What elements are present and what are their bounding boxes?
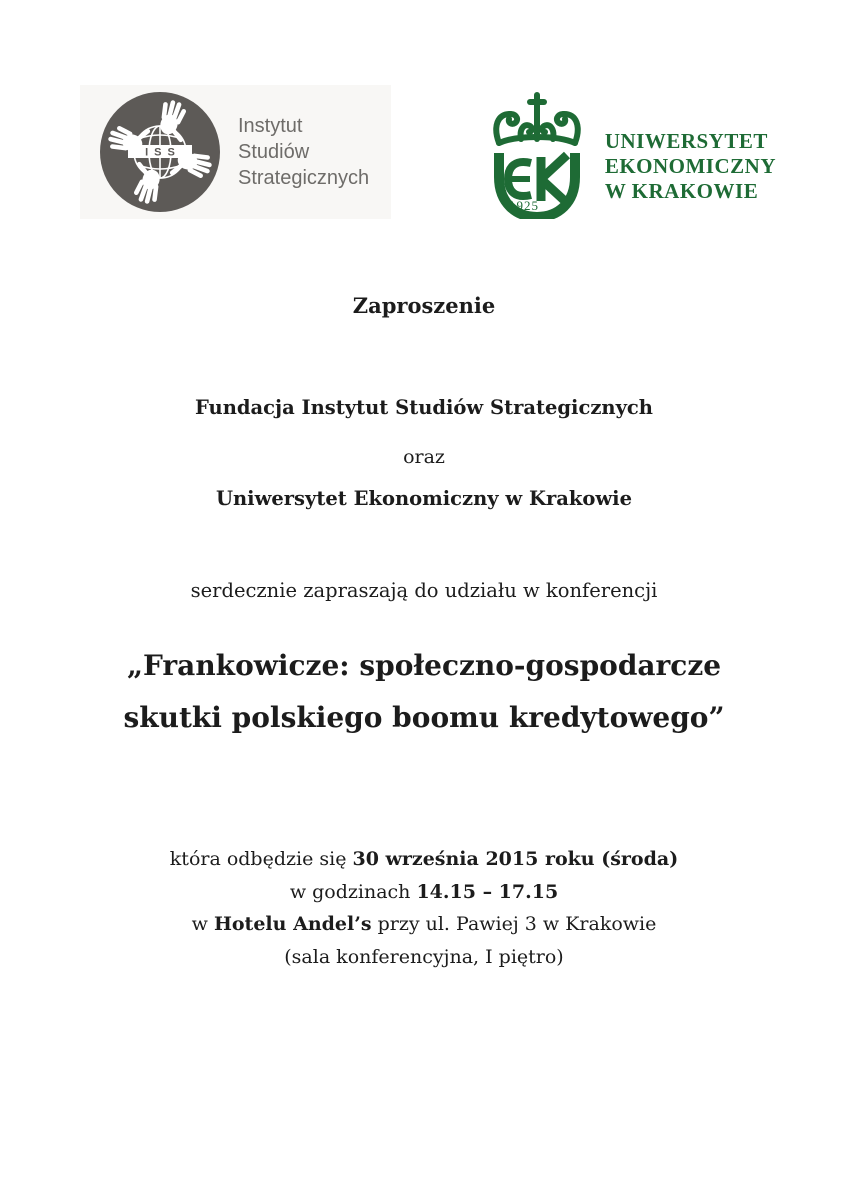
event-date-line bbox=[0, 843, 848, 876]
uek-text-line-3: W KRAKOWIE bbox=[604, 178, 759, 203]
uek-logo bbox=[485, 87, 776, 219]
event-room-line: (sala konferencyjna, I piętro) bbox=[284, 945, 564, 968]
iss-logo-text bbox=[238, 113, 369, 191]
iss-badge-label: ISS bbox=[145, 146, 181, 159]
uek-logo-text bbox=[605, 129, 776, 204]
event-details bbox=[0, 843, 848, 973]
conference-title-line-2: skutki polskiego boomu kredytowego” bbox=[123, 701, 725, 734]
invite-line: serdecznie zapraszają do udziału w konferencji bbox=[190, 579, 658, 602]
event-time-prefix: w godzinach bbox=[289, 880, 417, 903]
iss-logo bbox=[80, 85, 391, 219]
organizer-1: Fundacja Instytut Studiów Strategicznych bbox=[195, 396, 653, 419]
event-date-prefix: która odbędzie się bbox=[169, 848, 353, 870]
invitation-heading: Zaproszenie bbox=[352, 293, 496, 318]
uek-text-line-1: UNIWERSYTET bbox=[604, 128, 768, 153]
uek-year-label: 1925 bbox=[508, 198, 539, 213]
event-date: 30 września 2015 roku (środa) bbox=[352, 848, 679, 870]
logos-row bbox=[0, 85, 848, 219]
conference-title bbox=[0, 640, 848, 744]
uek-crown-shield-icon bbox=[485, 87, 589, 219]
event-venue-suffix: przy ul. Pawiej 3 w Krakowie bbox=[371, 913, 657, 935]
iss-text-line-3: Strategicznych bbox=[238, 167, 370, 189]
iss-text-line-1: Instytut bbox=[238, 115, 303, 137]
uek-text-line-2: EKONOMICZNY bbox=[604, 153, 776, 178]
conference-title-line-1: „Frankowicze: społeczno-gospodarcze bbox=[126, 649, 722, 682]
event-venue-prefix: w bbox=[191, 913, 214, 935]
event-venue-line bbox=[0, 908, 848, 941]
event-time: 14.15 – 17.15 bbox=[416, 880, 559, 903]
conjunction-oraz: oraz bbox=[403, 446, 445, 468]
event-time-line bbox=[0, 876, 848, 909]
organizer-2: Uniwersytet Ekonomiczny w Krakowie bbox=[216, 487, 632, 510]
event-venue: Hotelu Andel’s bbox=[213, 913, 372, 935]
iss-text-line-2: Studiów bbox=[238, 141, 310, 163]
iss-hands-globe-icon bbox=[98, 90, 222, 214]
